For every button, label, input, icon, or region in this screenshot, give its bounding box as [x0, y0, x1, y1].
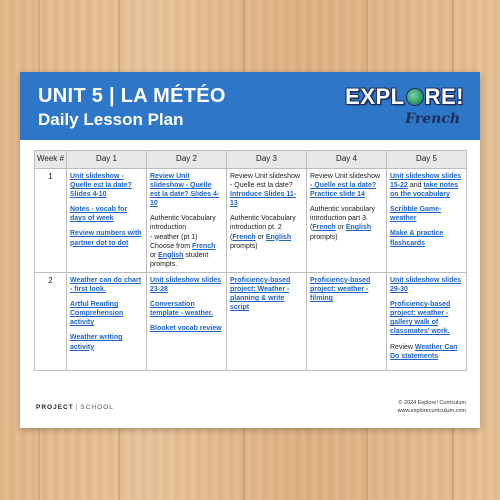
- logo-text-end: RE!: [424, 84, 464, 109]
- cell-text: Authentic vocabulary introduction part 3. (: [310, 206, 375, 232]
- link-unit-slideshow[interactable]: Unit slideshow - Quelle est la date? Slides 4-10: [70, 173, 132, 199]
- week2-day2-cell: [147, 272, 227, 370]
- cell-text: Review: [390, 343, 415, 351]
- globe-icon: [406, 88, 424, 106]
- header-day-5: Day 5: [387, 151, 467, 169]
- link-english-prompts[interactable]: English: [158, 251, 184, 259]
- week1-day3-cell: [227, 169, 307, 273]
- link-gallery-walk[interactable]: Proficiency-based project: weather - gallery walk of classmates' work.: [390, 301, 451, 336]
- link-conversation-template[interactable]: Conversation template - weather.: [150, 301, 214, 318]
- header-day-4: Day 4: [307, 151, 387, 169]
- link-project-filming[interactable]: Proficiency-based project: weather - filming: [310, 276, 371, 303]
- link-french-prompts[interactable]: French: [192, 242, 216, 250]
- week2-day4-cell: [307, 272, 387, 370]
- explore-logo: [332, 84, 464, 132]
- link-project-planning[interactable]: Proficiency-based project: Weather - planning & write script: [230, 276, 291, 312]
- link-flashcards[interactable]: Make & practice flashcards: [390, 230, 444, 247]
- week-number: 1: [35, 169, 67, 273]
- header-day-1: Day 1: [67, 151, 147, 169]
- header-week: Week #: [35, 151, 67, 169]
- cell-text: Authentic Vocabulary introduction pt. 2 (: [230, 215, 296, 241]
- page-subtitle: Daily Lesson Plan: [38, 110, 184, 129]
- week2-day5-cell: [387, 272, 467, 370]
- week1-day2-cell: [147, 169, 227, 273]
- copyright-text: © 2024 Explore! Curriculum: [398, 400, 466, 406]
- table-row: [35, 272, 467, 370]
- link-english-prompts[interactable]: English: [345, 224, 372, 232]
- cell-text: - weather (pt 1): [150, 233, 198, 241]
- week1-day1-cell: [67, 169, 147, 273]
- link-scribble-game[interactable]: Scribble Game- weather: [390, 206, 442, 223]
- website-url[interactable]: www.explorecurriculum.com: [397, 408, 466, 415]
- brand-light: SCHOOL: [80, 404, 114, 411]
- link-notes-days[interactable]: Notes - vocab for days of week: [70, 206, 128, 223]
- link-slides-15-22[interactable]: Unit slideshow slides 15-22: [390, 173, 462, 190]
- brand-bold: PROJECT: [36, 404, 74, 411]
- week1-day4-cell: [307, 169, 387, 273]
- cell-text: or: [255, 233, 266, 241]
- link-english-prompts[interactable]: English: [265, 233, 292, 241]
- cell-text: Authentic Vocabulary introduction: [150, 215, 216, 232]
- link-slides-23-28[interactable]: Unit slideshow slides 23-28: [150, 276, 222, 294]
- link-french-prompts[interactable]: French: [232, 233, 256, 241]
- footer-brand: [36, 404, 114, 411]
- footer-credits: [398, 399, 466, 416]
- cell-text: prompts): [310, 233, 338, 241]
- cell-text: prompts): [230, 242, 258, 250]
- lesson-table: [34, 150, 467, 371]
- week1-day5-cell: [387, 169, 467, 273]
- week-number: 2: [35, 272, 67, 370]
- table-header-row: [35, 151, 467, 169]
- header-banner: [20, 72, 480, 140]
- link-introduce-slides[interactable]: Introduce Slides 11-13: [230, 191, 297, 208]
- logo-script-text: French: [405, 111, 460, 127]
- link-can-do-chart[interactable]: Weather can do chart - first look.: [70, 276, 142, 294]
- header-day-2: Day 2: [147, 151, 227, 169]
- cell-text: Choose from: [150, 242, 193, 250]
- header-day-3: Day 3: [227, 151, 307, 169]
- cell-text: student prompts.: [150, 251, 209, 268]
- table-row: [35, 169, 467, 273]
- link-artful-reading[interactable]: Artful Reading Comprehension activity: [70, 301, 124, 327]
- brand-separator: |: [75, 404, 79, 411]
- week2-day3-cell: [227, 272, 307, 370]
- link-weather-writing[interactable]: Weather writing activity: [70, 334, 123, 351]
- logo-text-start: EXPL: [345, 84, 405, 109]
- lesson-plan-sheet: [20, 72, 480, 428]
- cell-text: or: [150, 251, 159, 259]
- link-french-prompts[interactable]: French: [312, 224, 336, 232]
- link-take-notes[interactable]: take notes on the vocabulary: [390, 182, 459, 199]
- cell-text: Review Unit slideshow: [310, 173, 381, 180]
- logo-wordmark: [345, 84, 464, 110]
- cell-text: or: [335, 224, 346, 232]
- link-blooket-review[interactable]: Blooket vocab review: [150, 325, 222, 333]
- page-title: UNIT 5 | LA MÉTÉO: [38, 85, 226, 107]
- link-slides-29-30[interactable]: Unit slideshow slides 29-30: [390, 276, 462, 294]
- cell-text: and: [407, 182, 424, 190]
- link-practice-slide[interactable]: - Quelle est la date? Practice slide 14: [310, 182, 377, 199]
- link-can-do-statements[interactable]: Weather Can Do statements: [390, 343, 458, 360]
- link-review-numbers[interactable]: Review numbers with partner dot to dot: [70, 230, 142, 247]
- cell-text: Review Unit slideshow - Quelle est la date?: [230, 173, 301, 190]
- week2-day1-cell: [67, 272, 147, 370]
- link-review-slideshow[interactable]: Review Unit slideshow - Quelle est la date? Slides 4-10: [150, 173, 220, 208]
